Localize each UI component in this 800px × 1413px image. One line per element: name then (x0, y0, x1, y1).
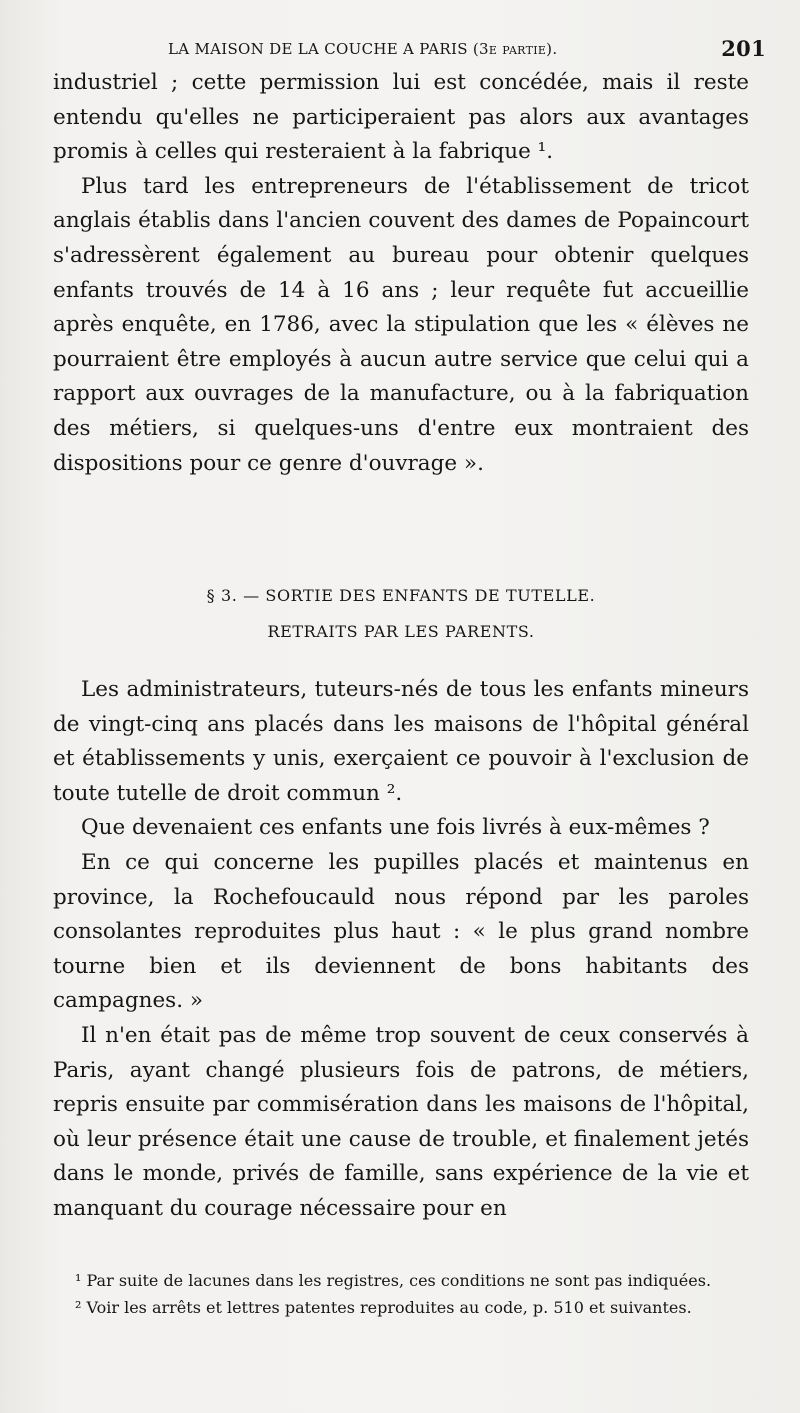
section-heading-subtitle: RETRAITS PAR LES PARENTS. (267, 622, 535, 641)
running-header-title: LA MAISON DE LA COUCHE A PARIS (3e partie). (168, 40, 558, 58)
page-number: 201 (721, 36, 766, 61)
paragraph-continuation: industriel ; cette permission lui est concédée, mais il reste entendu qu'elles ne participeraient pas alors aux avantages promis à celles qui resteraient à la fabrique ¹. (53, 70, 749, 165)
section-heading-title: § 3. — SORTIE DES ENFANTS DE TUTELLE. (206, 586, 596, 605)
body-text-bottom (53, 673, 749, 1227)
paragraph-administrateurs: Les administrateurs, tuteurs-nés de tous les enfants mineurs de vingt-cinq ans placés dans les maisons de l'hôpital général et établissements y unis, exerçaient ce pouvoir à l'exclusion de toute tutelle de droit commun ². (53, 677, 749, 806)
footnote-1: ¹ Par suite de lacunes dans les registres, ces conditions ne sont pas indiquées. (75, 1271, 712, 1290)
footnote-2: ² Voir les arrêts et lettres patentes reproduites au code, p. 510 et suivantes. (75, 1298, 692, 1317)
body-text-top (53, 66, 749, 481)
running-header (168, 36, 766, 61)
footnotes (53, 1268, 749, 1322)
paragraph-question: Que devenaient ces enfants une fois livrés à eux-mêmes ? (81, 815, 710, 841)
paragraph-entrepreneurs: Plus tard les entrepreneurs de l'établissement de tricot anglais établis dans l'ancien couvent des dames de Popaincourt s'adressèrent également au bureau pour obtenir quelques enfants trouvés de 14 à 16 ans ; leur requête fut accueillie après enquête, en 1786, avec la stipulation que les « élèves ne pourraient être employés à aucun autre service que celui qui a rapport aux ouvrages de la manufacture, ou à la fabriquation des métiers, si quelques-uns d'entre eux montraient des dispositions pour ce genre d'ouvrage ». (53, 173, 749, 476)
paragraph-paris: Il n'en était pas de même trop souvent de ceux conservés à Paris, ayant changé plusieurs fois de patrons, de métiers, repris ensuite par commisération dans les maisons de l'hôpital, où leur présence était une cause de trouble, et finalement jetés dans le monde, privés de famille, sans expérience de la vie et manquant du courage nécessaire pour en (53, 1022, 749, 1221)
paragraph-province: En ce qui concerne les pupilles placés et maintenus en province, la Rochefoucauld nous répond par les paroles consolantes reproduites plus haut : « le plus grand nombre tourne bien et ils deviennent de bons habitants des campagnes. » (53, 849, 749, 1014)
